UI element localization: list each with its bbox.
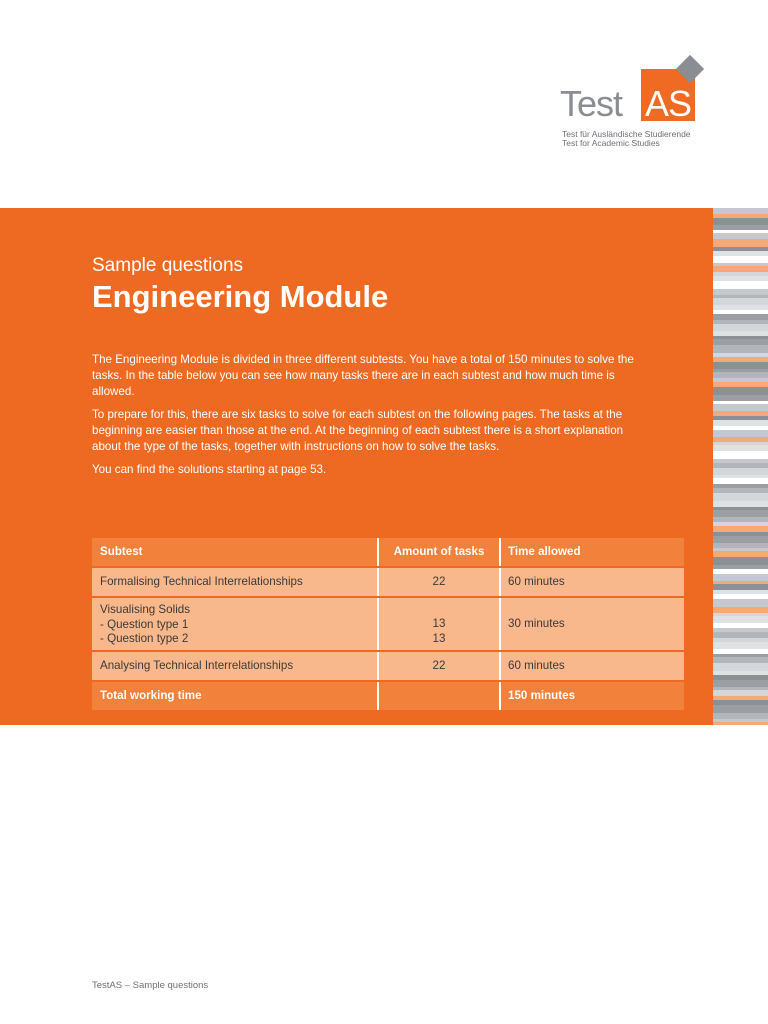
stripe-band — [713, 468, 768, 475]
stripe-band — [713, 536, 768, 543]
time-allowed: 30 minutes — [508, 616, 565, 630]
table-row — [92, 598, 684, 650]
stripe-band — [713, 642, 768, 649]
stripe-band — [713, 493, 768, 501]
table-total-row — [92, 682, 684, 710]
page-subtitle: Sample questions — [92, 255, 244, 276]
header-subtest: Subtest — [100, 544, 143, 558]
logo-tagline-german: Test für Ausländische Studierende — [562, 129, 691, 139]
stripe-band — [713, 298, 768, 305]
table-row — [92, 652, 684, 680]
stripe-band — [713, 722, 768, 725]
stripe-band — [713, 256, 768, 263]
testas-logo — [560, 56, 720, 156]
header-time-allowed: Time allowed — [508, 544, 581, 558]
stripe-band — [713, 510, 768, 517]
stripe-band — [713, 574, 768, 581]
stripe-band — [713, 663, 768, 671]
total-label: Total working time — [100, 688, 202, 702]
stripe-band — [713, 218, 768, 225]
stripe-band — [713, 705, 768, 713]
total-time: 150 minutes — [508, 688, 576, 702]
task-count: 22 — [432, 574, 446, 588]
decorative-stripes — [713, 208, 768, 725]
subtest-title: Visualising Solids — [100, 603, 191, 616]
time-allowed: 60 minutes — [508, 658, 565, 672]
table-header-row — [92, 538, 684, 566]
task-count: 22 — [432, 658, 446, 672]
stripe-band — [713, 451, 768, 459]
subtest-name: Formalising Technical Interrelationships — [100, 574, 303, 588]
logo-test-text: Test — [560, 83, 623, 124]
question-type-2: - Question type 2 — [100, 632, 189, 645]
subtest-name: Analysing Technical Interrelationships — [100, 658, 294, 672]
stripe-band — [713, 239, 768, 247]
solutions-paragraph: You can find the solutions starting at page 53. — [92, 463, 327, 476]
header-amount-of-tasks: Amount of tasks — [393, 544, 485, 558]
page-footer: TestAS – Sample questions — [92, 980, 209, 991]
intro-paragraph: The Engineering Module is divided in three different subtests. You have a total of 150 minutes to solve the tasks. In the table below you can see how many tasks there are in each subtest and how much time is allowed. — [92, 353, 634, 398]
stripe-band — [713, 430, 768, 437]
stripe-band — [713, 557, 768, 565]
time-allowed: 60 minutes — [508, 574, 565, 588]
logo-tagline-english: Test for Academic Studies — [562, 138, 660, 148]
stripe-band — [713, 345, 768, 353]
page-title: Engineering Module — [92, 279, 389, 314]
stripe-band — [713, 324, 768, 331]
stripe-band — [713, 362, 768, 369]
stripe-band — [713, 616, 768, 623]
preparation-paragraph: To prepare for this, there are six tasks to solve for each subtest on the following pages. The tasks at the beginning are easier than those at the end. At the beginning of each subtest there is a short explanation about the type of the tasks, together with instructions on how to solve the tasks. — [92, 408, 624, 453]
logo-as-text: AS — [644, 83, 692, 124]
question-type-1: - Question type 1 — [100, 617, 189, 631]
task-count — [379, 598, 499, 650]
stripe-band — [713, 599, 768, 607]
subtest-table — [92, 538, 684, 710]
subtest-name — [92, 598, 385, 650]
total-task-count — [379, 682, 499, 710]
stripe-band — [713, 387, 768, 395]
task-count-type-2: 13 — [432, 631, 446, 645]
stripe-band — [713, 281, 768, 289]
table-row — [92, 568, 684, 596]
task-count-type-1: 13 — [432, 617, 446, 630]
stripe-band — [713, 404, 768, 411]
stripe-band — [713, 680, 768, 687]
